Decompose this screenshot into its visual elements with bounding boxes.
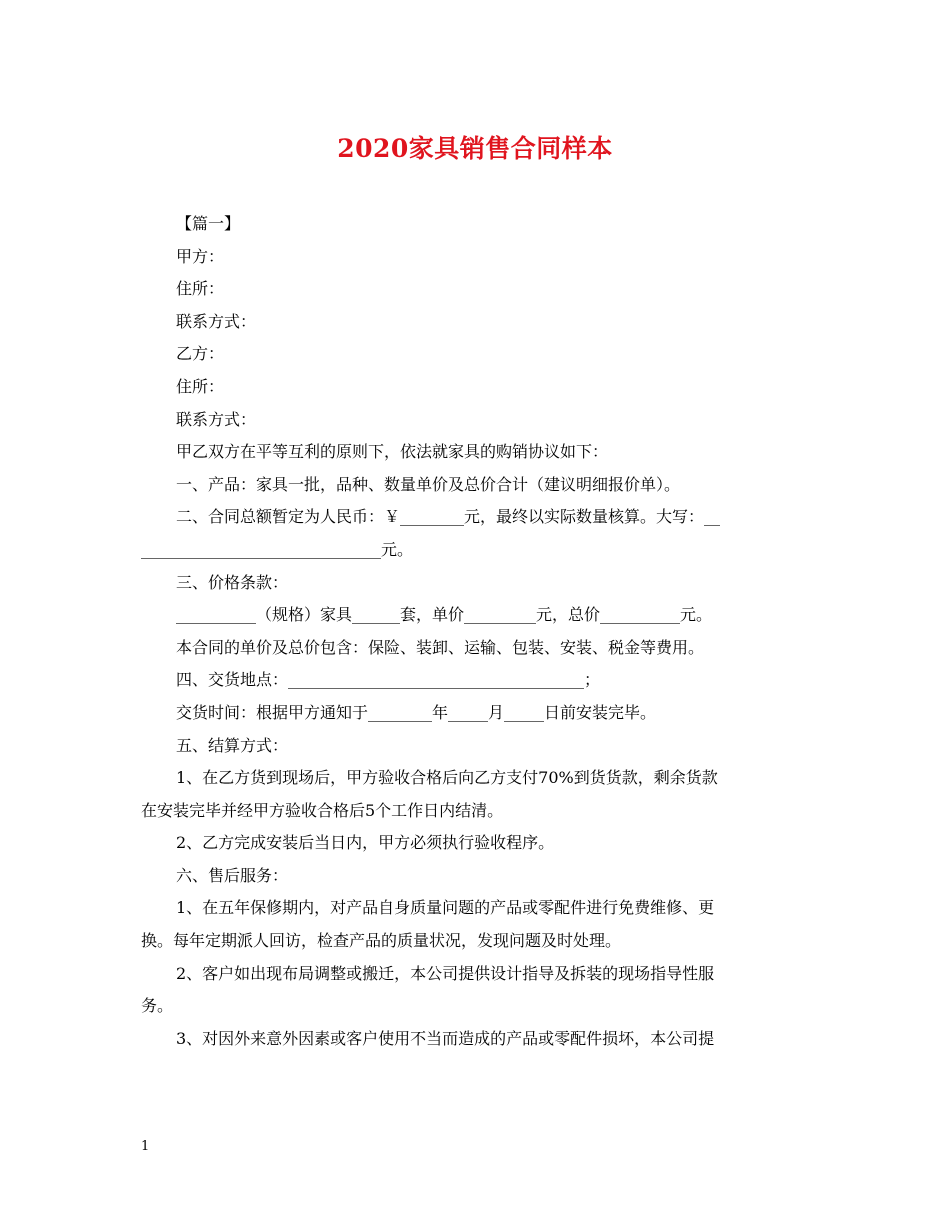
body-line: 住所： xyxy=(176,376,225,396)
document-title: 2020家具销售合同样本 xyxy=(337,134,613,163)
body-line: ______________________________元。 xyxy=(141,539,414,559)
document-body xyxy=(141,208,811,1055)
body-line: 交货时间：根据甲方通知于________年_____月_____日前安装完毕。 xyxy=(176,702,657,722)
body-line: 联系方式： xyxy=(176,409,257,429)
body-line: 3、对因外来意外因素或客户使用不当而造成的产品或零配件损坏，本公司提 xyxy=(176,1028,715,1048)
body-line: 三、价格条款： xyxy=(176,572,289,592)
body-line: 六、售后服务： xyxy=(176,865,289,885)
body-line: 务。 xyxy=(141,996,174,1016)
body-line: 甲乙双方在平等互利的原则下，依法就家具的购销协议如下： xyxy=(176,442,609,462)
body-line: 联系方式： xyxy=(176,311,257,331)
body-line: 1、在五年保修期内，对产品自身质量问题的产品或零配件进行免费维修、更 xyxy=(176,898,715,918)
body-line: 二、合同总额暂定为人民币：￥________元，最终以实际数量核算。大写：__ xyxy=(176,507,721,527)
body-line: 乙方： xyxy=(176,344,225,364)
body-line: 【篇一】 xyxy=(176,214,241,233)
page-number: 1 xyxy=(141,1139,150,1154)
body-line: 2、乙方完成安装后当日内，甲方必须执行验收程序。 xyxy=(176,833,555,853)
body-line: 五、结算方式： xyxy=(176,735,289,755)
body-line: 甲方： xyxy=(176,246,225,266)
body-line: 四、交货地点：_____________________________________； xyxy=(176,670,601,690)
body-line: 2、客户如出现布局调整或搬迁，本公司提供设计指导及拆装的现场指导性服 xyxy=(176,963,715,983)
body-line: __________（规格）家具______套，单价_________元，总价__________元。 xyxy=(176,605,713,625)
body-line: 换。每年定期派人回访，检查产品的质量状况，发现问题及时处理。 xyxy=(141,931,622,951)
body-line: 住所： xyxy=(176,279,225,299)
body-line: 在安装完毕并经甲方验收合格后5个工作日内结清。 xyxy=(141,800,504,820)
body-line: 1、在乙方货到现场后，甲方验收合格后向乙方支付70%到货货款，剩余货款 xyxy=(176,768,718,788)
body-line: 本合同的单价及总价包含：保险、装卸、运输、包装、安装、税金等费用。 xyxy=(176,637,705,657)
body-line: 一、产品：家具一批，品种、数量单价及总价合计（建议明细报价单）。 xyxy=(176,474,681,494)
